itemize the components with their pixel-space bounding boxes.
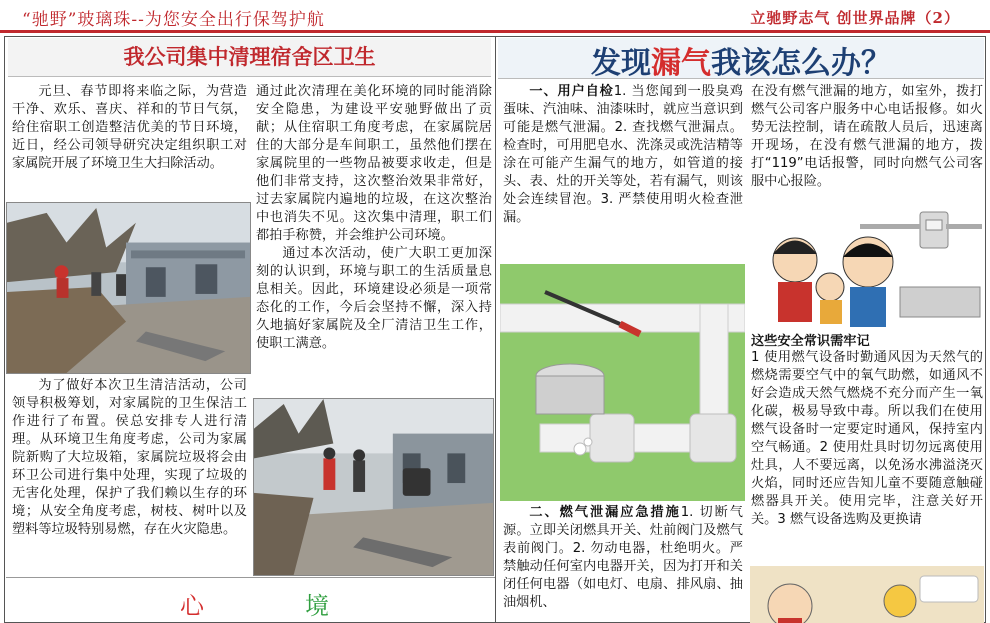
motto-right-char: 境 <box>305 592 329 620</box>
safety-tips-heading: 这些安全常识需牢记 <box>751 334 870 349</box>
cleanup-photo-2 <box>253 398 494 576</box>
emergency-section <box>503 504 743 612</box>
family-gas-cartoon <box>750 202 984 328</box>
emergency-heading: 二、燃气泄漏应急措施 <box>529 505 681 520</box>
column-divider <box>495 36 496 623</box>
self-check-heading: 一、用户自检 <box>529 84 614 99</box>
report-paragraph: 在没有燃气泄漏的地方，如室外，拨打燃气公司客户服务中心电话报修。如火势无法控制，请在疏散人员后，迅速离开现场，在没有燃气泄漏的地方，拨打“119”电话报警，同时向燃气公司客服中心报险。 <box>751 84 983 189</box>
left-paragraph-2: 通过此次清理在美化环境的同时能消除安全隐患，为建设平安驰野做出了贡献；从住宿职工角度考虑，在家属院居住的大部分是车间职工，虽然他们摆在家属院里的一些物品被要求收走，但是他们非常支持，这次整治效果非常好，过去家属院内遍地的垃圾，在这次整治中也消失不见。这次集中清理，职工们都拍手称赞，并会维护公司环境。 <box>256 84 492 243</box>
motto-left-char: 心 <box>180 592 204 620</box>
left-paragraph-3: 通过本次活动，使广大职工更加深刻的认识到，环境与职工的生活质量息息相关。因此，环境建设必须是一项常态化的工作，今后会坚持不懈，深入持久地搞好家属院及全厂清洁卫生工作，使职工满意。 <box>256 246 492 351</box>
right-article-title <box>498 38 984 82</box>
right-title-part-a: 发现 <box>591 47 651 80</box>
safety-cartoon-bottom <box>750 566 984 623</box>
cleanup-photo-1 <box>6 202 251 374</box>
header-rule <box>0 30 990 33</box>
pipe-leak-check-illustration <box>500 264 745 501</box>
self-check-section <box>503 83 743 227</box>
safety-tips-body: 1 使用燃气设备时勤通风因为天然气的燃烧需要空气中的氧气助燃，如通风不好会造成天然气燃烧不充分而产生一氧化碳，极易导致中毒。所以我们在使用燃气设备时一定要定时通风，保持室内空气畅通。2 使用灶具时切勿远离使用灶具，人不要远离，以免汤水沸溢浇灭火焰，同时还应告知儿童不要随意触碰燃器具开关。使用完毕，注意关好开关。3 燃气设备选购及更换请 <box>751 350 983 527</box>
left-column-2 <box>256 83 492 353</box>
left-article-title: 我公司集中清理宿舍区卫生 <box>123 45 376 69</box>
left-paragraph-1: 元旦、春节即将来临之际，为营造干净、欢乐、喜庆、祥和的节日气氛，给住宿职工创造整洁优美的节日环境，近日，经公司领导研究决定组织职工对家属院开展了环境卫生大扫除活动。 <box>12 84 247 171</box>
self-check-body: 1. 当您闻到一股臭鸡蛋味、汽油味、油漆味时，就应当意识到可能是燃气泄漏。2. 查找燃气泄漏点。检查时，可用肥皂水、洗涤灵或洗洁精等涂在可能产生漏气的地方，如管道的接头、表、灶的开关等处，若有漏气，则该处会连续冒泡。3. 严禁使用明火检查泄漏。 <box>503 84 743 225</box>
right-title-part-b: 漏气 <box>651 47 711 80</box>
left-bottom-rule <box>6 577 495 578</box>
header-slogan-left: “驰野”玻璃珠--为您安全出行保驾护航 <box>22 10 325 30</box>
header-slogan-right: 立驰野志气 创世界品牌（2） <box>750 9 960 27</box>
right-title-part-c: 我该怎么办？ <box>711 47 891 80</box>
emergency-body: 1. 切断气源。立即关闭燃具开关、灶前阀门及燃气表前阀门。2. 勿动电器，杜绝明火。严禁触动任何室内电器开关，因为打开和关闭任何电器（如电灯、电扇、排风扇、抽油烟机、 <box>503 505 743 610</box>
left-paragraph-4: 为了做好本次卫生清洁活动，公司领导积极筹划，对家属院的卫生保洁工作进行了布置。侯总安排专人进行清理。从环境卫生角度考虑，公司为家属院新购了大垃圾箱，家属院垃圾将会由环卫公司进行集中处理，实现了垃圾的无害化处理，保护了我们赖以生存的环境；从安全角度考虑，树枝、树叶以及塑料等垃圾特别易燃，存在火灾隐患。 <box>12 378 247 537</box>
